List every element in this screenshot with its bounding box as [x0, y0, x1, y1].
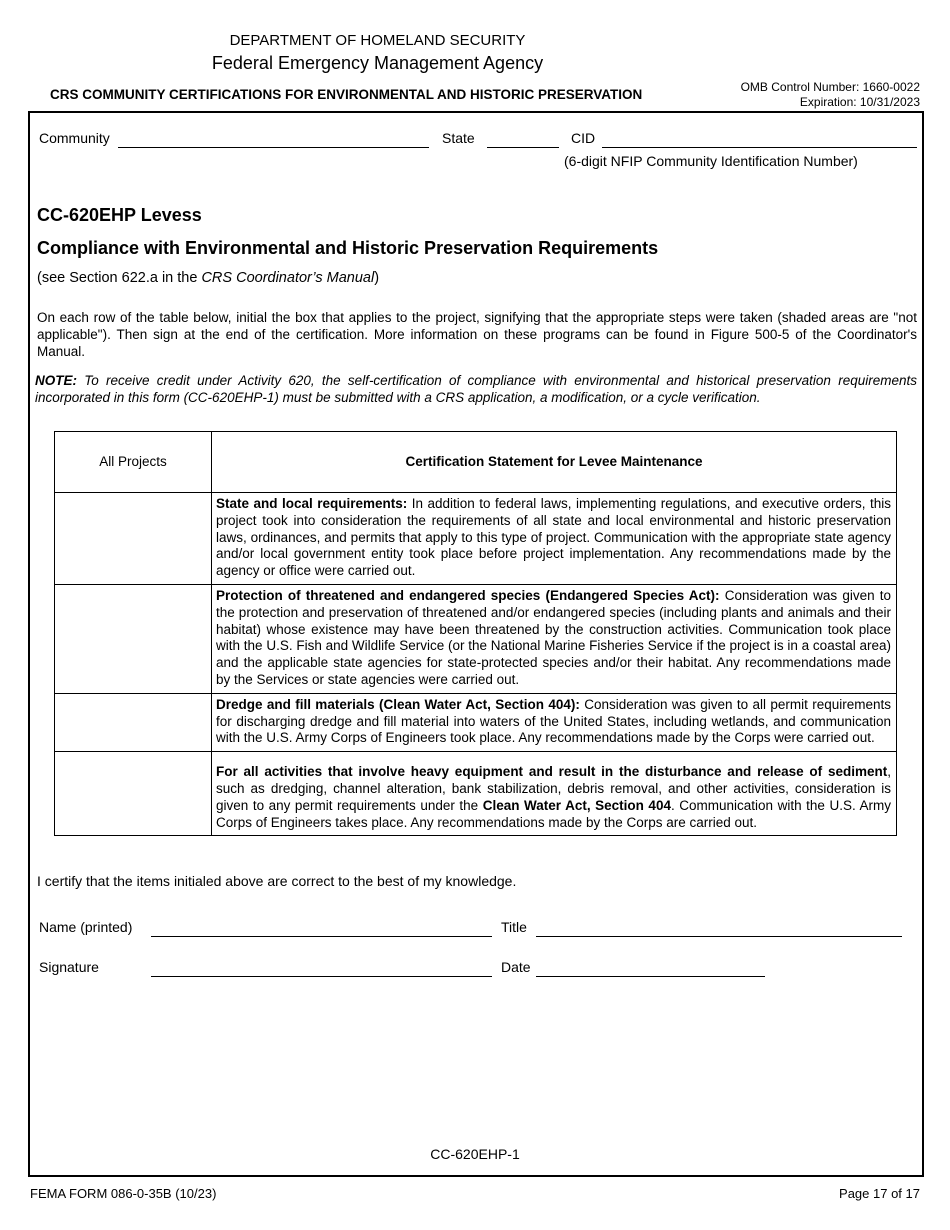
date-input[interactable] [536, 976, 765, 977]
instructions-paragraph: On each row of the table below, initial the box that applies to the project, signifying that the appropriate steps were taken (shaded areas are "not applicable"). Then sign at the end of the certification. More information on these programs can be found in Figure 500-5 of the Coordinator's Manual. [37, 310, 917, 359]
statement-body: Consideration was given to all permit requirements for discharging dredge and fill material into waters of the United States, including wetlands, and communication with the U.S. Army Corps of Engineers took place. Any recommendations made by the Corps were carried out. [216, 696, 891, 746]
manual-reference-suffix: ) [374, 270, 380, 286]
statement-heading: Dredge and fill materials (Clean Water Act, Section 404): [216, 696, 580, 712]
statement-body-end: . Communication with the U.S. Army Corps of Engineers takes place. Any recommendations made by the Corps are carried out. [216, 797, 892, 830]
cid-note: (6-digit NFIP Community Identification Number) [564, 153, 858, 169]
page-form-code: CC-620EHP-1 [430, 1146, 520, 1162]
section-title: Compliance with Environmental and Historic Preservation Requirements [37, 238, 659, 258]
name-label: Name (printed) [39, 919, 133, 935]
omb-control-number: OMB Control Number: 1660-0022 [740, 80, 920, 94]
date-label: Date [501, 959, 531, 975]
manual-reference-prefix: (see Section 622.a in the [37, 270, 202, 286]
form-code-heading: CC-620EHP Levess [37, 205, 202, 225]
certify-statement: I certify that the items initialed above are correct to the best of my knowledge. [37, 873, 517, 889]
table-row [55, 693, 897, 751]
community-input[interactable] [118, 147, 429, 148]
signature-label: Signature [39, 959, 99, 975]
expiration-date: Expiration: 10/31/2023 [799, 95, 920, 109]
table-row [55, 584, 897, 693]
statement-heading: State and local requirements: [216, 496, 408, 511]
table-header-row [55, 432, 897, 493]
fema-form-number: FEMA FORM 086-0-35B (10/23) [30, 1186, 217, 1201]
initial-box-endangered-species[interactable] [55, 584, 212, 693]
statement-body: Consideration was given to the protection and preservation of threatened and/or endangered species (including plants and animals and their habitat) whose existence may have been threatened by the construction activities. Communication took place with the U.S. Fish and Wildlife Service (or the National Marine Fisheries Service if the project is in a coastal area) and the applicable state agencies for state-protected species and/or their habitat. Any recommendations made by the Services or state agencies were carried out. [216, 587, 891, 687]
title-label: Title [501, 919, 527, 935]
page-number: Page 17 of 17 [839, 1186, 920, 1201]
manual-reference-title: CRS Coordinator’s Manual [201, 270, 375, 286]
column-header-all-projects: All Projects [55, 432, 212, 493]
initial-box-dredge-fill[interactable] [55, 693, 212, 751]
column-header-statement: Certification Statement for Levee Maintenance [212, 432, 897, 493]
note-label: NOTE: [35, 373, 77, 388]
manual-reference [37, 270, 379, 286]
statement-heading: Protection of threatened and endangered species (Endangered Species Act): [216, 587, 720, 603]
initial-box-heavy-equipment[interactable] [55, 752, 212, 836]
statement-heavy-equipment [212, 752, 897, 836]
statement-dredge-fill [212, 693, 897, 751]
name-input[interactable] [151, 936, 492, 937]
table-row [55, 752, 897, 836]
statement-emphasis: Clean Water Act, Section 404 [482, 797, 671, 813]
statement-state-local [212, 493, 897, 585]
statement-endangered-species [212, 584, 897, 693]
form-title: CRS COMMUNITY CERTIFICATIONS FOR ENVIRONMENTAL AND HISTORIC PRESERVATION [50, 87, 643, 102]
cid-input[interactable] [602, 147, 917, 148]
statement-heading: For all activities that involve heavy equipment and result in the disturbance and release of sediment [216, 764, 888, 780]
certification-table [54, 431, 897, 836]
state-input[interactable] [487, 147, 559, 148]
cid-label: CID [571, 130, 596, 146]
statement-body: , such as dredging, channel alteration, bank stabilization, debris removal, and other activities, consideration is given to any permit requirements under the [216, 764, 891, 813]
table-row [55, 493, 897, 585]
statement-body: In addition to federal laws, implementing regulations, and executive orders, this project took into consideration the requirements of all state and local environmental and historic preservation laws, ordinances, and permits that apply to this type of project. Communication with the appropriate state agency and/or local government entity took place before project implementation. Any recommendations made by the agency or office were carried out. [216, 496, 891, 579]
initial-box-state-local[interactable] [55, 493, 212, 585]
agency-name: Federal Emergency Management Agency [211, 53, 544, 73]
omb-block [741, 80, 920, 110]
department-name: DEPARTMENT OF HOMELAND SECURITY [229, 32, 526, 49]
note-paragraph [35, 372, 917, 406]
state-label: State [442, 130, 475, 146]
community-label: Community [39, 130, 110, 146]
signature-input[interactable] [151, 976, 492, 977]
note-text: To receive credit under Activity 620, the self-certification of compliance with environmental and historical preservation requirements incorporated in this form (CC-620EHP-1) must be submitted with a CRS application, a modification, or a cycle verification. [35, 373, 917, 405]
title-input[interactable] [536, 936, 902, 937]
